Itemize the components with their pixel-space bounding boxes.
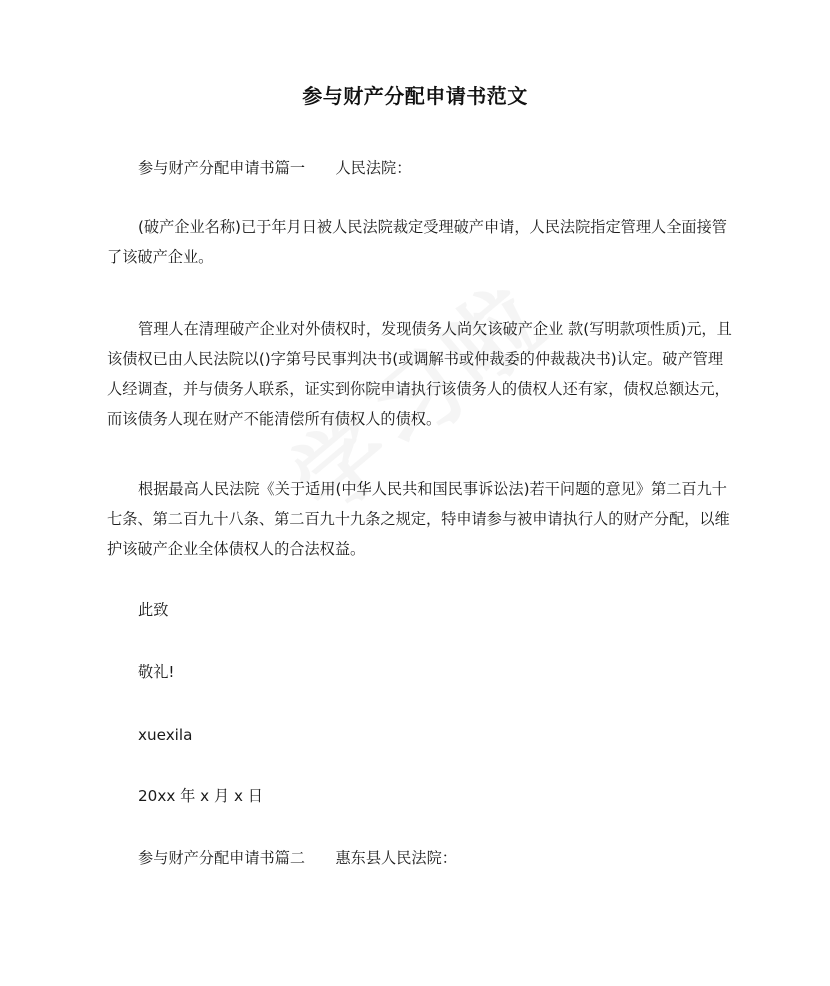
section-heading-2: 参与财产分配申请书篇二 惠东县人民法院： <box>138 849 457 867</box>
section-heading-1: 参与财产分配申请书篇一 人民法院： <box>138 159 412 177</box>
paragraph-debt-findings: 管理人在清理破产企业对外债权时，发现债务人尚欠该破产企业 款(写明款项性质)元，且该债权已由人民法院以()字第号民事判决书(或调解书或仲裁委的仲裁裁决书)认定。破产管理人经调查，并与债务人联系，证实到你院申请执行该债务人的债权人还有家，债权总额达元，而该债务人现在财产不能清偿所有债权人的债权。 <box>107 320 732 428</box>
signature: xuexila <box>138 726 193 744</box>
paragraph-legal-basis: 根据最高人民法院《关于适用(中华人民共和国民事诉讼法)若干问题的意见》第二百九十七条、第二百九十八条、第二百九十九条之规定，特申请参与被申请执行人的财产分配，以维护该破产企业全体债权人的合法权益。 <box>107 480 730 558</box>
paragraph-bankruptcy-acceptance: (破产企业名称)已于年月日被人民法院裁定受理破产申请，人民法院指定管理人全面接管了该破产企业。 <box>107 218 727 266</box>
closing-salutation: 此致 <box>138 601 169 619</box>
date-line: 20xx 年 x 月 x 日 <box>138 787 263 805</box>
closing-regards: 敬礼! <box>138 663 175 681</box>
document-title: 参与财产分配申请书范文 <box>302 84 528 108</box>
